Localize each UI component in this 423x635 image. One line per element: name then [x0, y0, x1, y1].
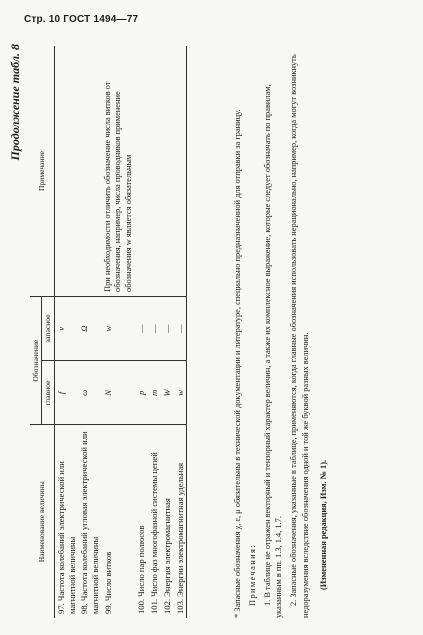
- row-reserve-symbol: —: [161, 296, 174, 360]
- row-name: 100. Число пар полюсов: [135, 425, 148, 618]
- row-note: При необходимости отличить обозначение числа витков от обозначения, например, числа проводников применение обозначения w является обязательным: [102, 81, 133, 292]
- header-note: Примечание: [30, 46, 54, 296]
- row-main-symbol: p: [135, 361, 148, 425]
- header-quantity-name: Наименование величины: [30, 425, 54, 618]
- row-name: 103. Энергии электромагнитная удельная: [174, 425, 187, 618]
- row-name: 102. Энергия электромагнитная: [161, 425, 174, 618]
- row-reserve-symbol: —: [174, 296, 187, 360]
- row-name: 98. Частота колебаний угловая электрической или магнитной величины: [78, 425, 101, 618]
- row-reserve-symbol: —: [148, 296, 161, 360]
- table-row: [102, 46, 136, 618]
- edition-note: (Измененная редакция, Изм. № 1).: [318, 459, 328, 590]
- page-header: Стр. 10 ГОСТ 1494—77: [24, 14, 139, 25]
- designation-table: [30, 46, 187, 618]
- row-reserve-symbol: ν: [54, 296, 78, 360]
- row-main-symbol: f: [54, 361, 78, 425]
- row-main-symbol: w: [174, 361, 187, 425]
- header-designation: Обозначение: [30, 296, 42, 424]
- row-note: [161, 46, 174, 296]
- table-row: [174, 46, 187, 618]
- header-main: главное: [42, 361, 54, 425]
- table-row: [54, 46, 78, 618]
- note-item: 2. Запасные обозначения, указанные в таблице, применяются, когда главные обозначения использовать нерационально, например, когда могут возникнуть недоразумения вследствие обозначения одной и той же буквой разных величин.: [289, 54, 310, 618]
- header-reserve: запасное: [42, 296, 54, 360]
- row-main-symbol: W: [161, 361, 174, 425]
- row-reserve-symbol: w: [102, 296, 136, 360]
- row-name: 99. Число витков: [102, 425, 136, 618]
- table-row: [135, 46, 148, 618]
- row-main-symbol: N: [102, 361, 136, 425]
- table-row: [161, 46, 174, 618]
- notes-title: Примечания:: [247, 544, 257, 606]
- table-continuation-label: Продолжение табл. 8: [8, 44, 22, 161]
- row-main-symbol: ω: [78, 361, 101, 425]
- footer-notes: [232, 46, 332, 618]
- row-note: [78, 46, 101, 296]
- rotated-page-content: [0, 38, 423, 628]
- footnote: * Запасные обозначения χ, ε, μ обязательны в технической документации и литературе, специально предназначенной для отправки за границу.: [233, 109, 242, 618]
- row-reserve-symbol: —: [135, 296, 148, 360]
- row-note: [135, 46, 148, 296]
- row-main-symbol: m: [148, 361, 161, 425]
- row-note: [54, 46, 78, 296]
- row-name: 97. Частота колебаний электрической или магнитной величины: [54, 425, 78, 618]
- row-reserve-symbol: Ω: [78, 296, 101, 360]
- table-row: [78, 46, 101, 618]
- row-name: 101. Число фаз многофазной системы цепей: [148, 425, 161, 618]
- row-note: [148, 46, 161, 296]
- note-item: 1. В таблице не отражен векторный и тензорный характер величин, а также их комплексное выражение, которые следует обозначать по правилам, указанным в пп. 1.3, 1.4, 1.7.: [262, 84, 284, 618]
- row-note: [174, 46, 187, 296]
- table-row: [148, 46, 161, 618]
